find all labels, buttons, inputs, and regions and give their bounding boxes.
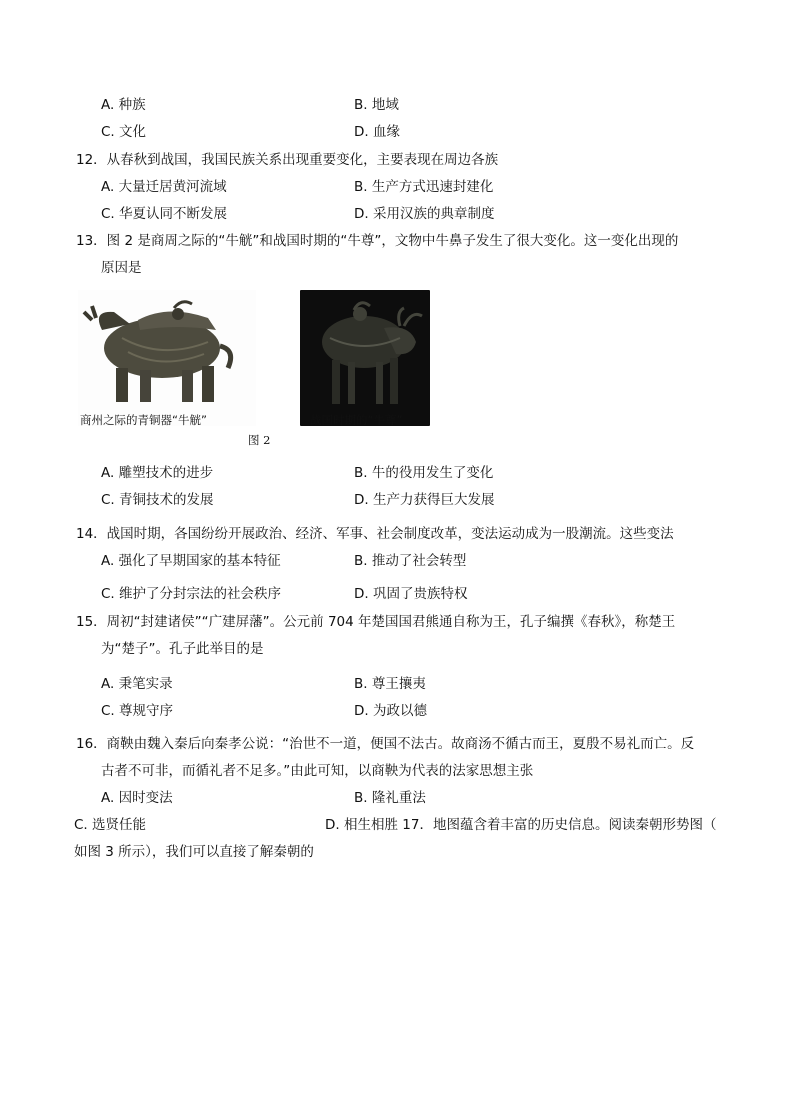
q17-stem-line2: 如图 3 所示），我们可以直接了解秦朝的 [74, 844, 314, 860]
q16-stem-line1: 16．商鞅由魏入秦后向秦孝公说：“治世不一道，便国不法古。故商汤不循古而王，夏殷不易礼而亡。反 [76, 736, 695, 752]
q13-option-b: B. 牛的役用发生了变化 [354, 465, 494, 481]
q14-option-d: D. 巩固了贵族特权 [354, 586, 468, 602]
q13-stem-line2: 原因是 [101, 260, 142, 276]
q16-option-c: C. 选贤任能 [74, 817, 147, 833]
figure-2 [78, 290, 434, 448]
q12-stem: 12．从春秋到战国，我国民族关系出现重要变化，主要表现在周边各族 [76, 152, 499, 168]
q11-option-d: D. 血缘 [354, 124, 400, 140]
q14-option-b: B. 推动了社会转型 [354, 553, 467, 569]
q13-option-d: D. 生产力获得巨大发展 [354, 492, 495, 508]
q12-option-b: B. 生产方式迅速封建化 [354, 179, 494, 195]
q13-option-c: C. 青铜技术的发展 [101, 492, 214, 508]
q15-stem-line1: 15．周初“封建诸侯”“广建屏藩”。公元前 704 年楚国国君熊通自称为王，孔子编撰《春秋》，称楚王 [76, 614, 676, 630]
q16-option-d-and-q17-stem: D. 相生相胜 17．地图蕴含着丰富的历史信息。阅读秦朝形势图（ [325, 817, 717, 833]
ox-zun-illustration [300, 290, 430, 426]
q16-stem-line2: 古者不可非，而循礼者不足多。”由此可知，以商鞅为代表的法家思想主张 [101, 763, 534, 779]
figure-caption-left: 商州之际的青铜器“牛觥” [80, 413, 207, 427]
q13-stem-line1: 13．图 2 是商周之际的“牛觥”和战国时期的“牛尊”，文物中牛鼻子发生了很大变化。这一变化出现的 [76, 233, 679, 249]
q15-stem-line2: 为“楚子”。孔子此举目的是 [101, 641, 264, 657]
q12-option-a: A. 大量迁居黄河流域 [101, 179, 227, 195]
bronze-ox-zun-image [300, 290, 430, 426]
q16-option-a: A. 因时变法 [101, 790, 173, 806]
figure-label: 图 2 [248, 433, 271, 447]
q16-option-b: B. 隆礼重法 [354, 790, 426, 806]
ox-guang-illustration [78, 290, 256, 426]
q11-option-b: B. 地域 [354, 97, 399, 113]
bronze-ox-guang-image [78, 290, 256, 426]
q15-option-b: B. 尊王攘夷 [354, 676, 426, 692]
q12-option-c: C. 华夏认同不断发展 [101, 206, 228, 222]
q15-option-a: A. 秉笔实录 [101, 676, 173, 692]
q14-option-a: A. 强化了早期国家的基本特征 [101, 553, 281, 569]
q14-option-c: C. 维护了分封宗法的社会秩序 [101, 586, 282, 602]
q15-option-d: D. 为政以德 [354, 703, 427, 719]
q12-option-d: D. 采用汉族的典章制度 [354, 206, 495, 222]
q15-option-c: C. 尊规守序 [101, 703, 174, 719]
figure-caption-right: 战国时期的“牛尊” [310, 413, 403, 427]
q14-stem: 14．战国时期，各国纷纷开展政治、经济、军事、社会制度改革，变法运动成为一股潮流。这些变法 [76, 526, 674, 542]
q13-option-a: A. 雕塑技术的进步 [101, 465, 214, 481]
q11-option-c: C. 文化 [101, 124, 147, 140]
q11-option-a: A. 种族 [101, 97, 146, 113]
